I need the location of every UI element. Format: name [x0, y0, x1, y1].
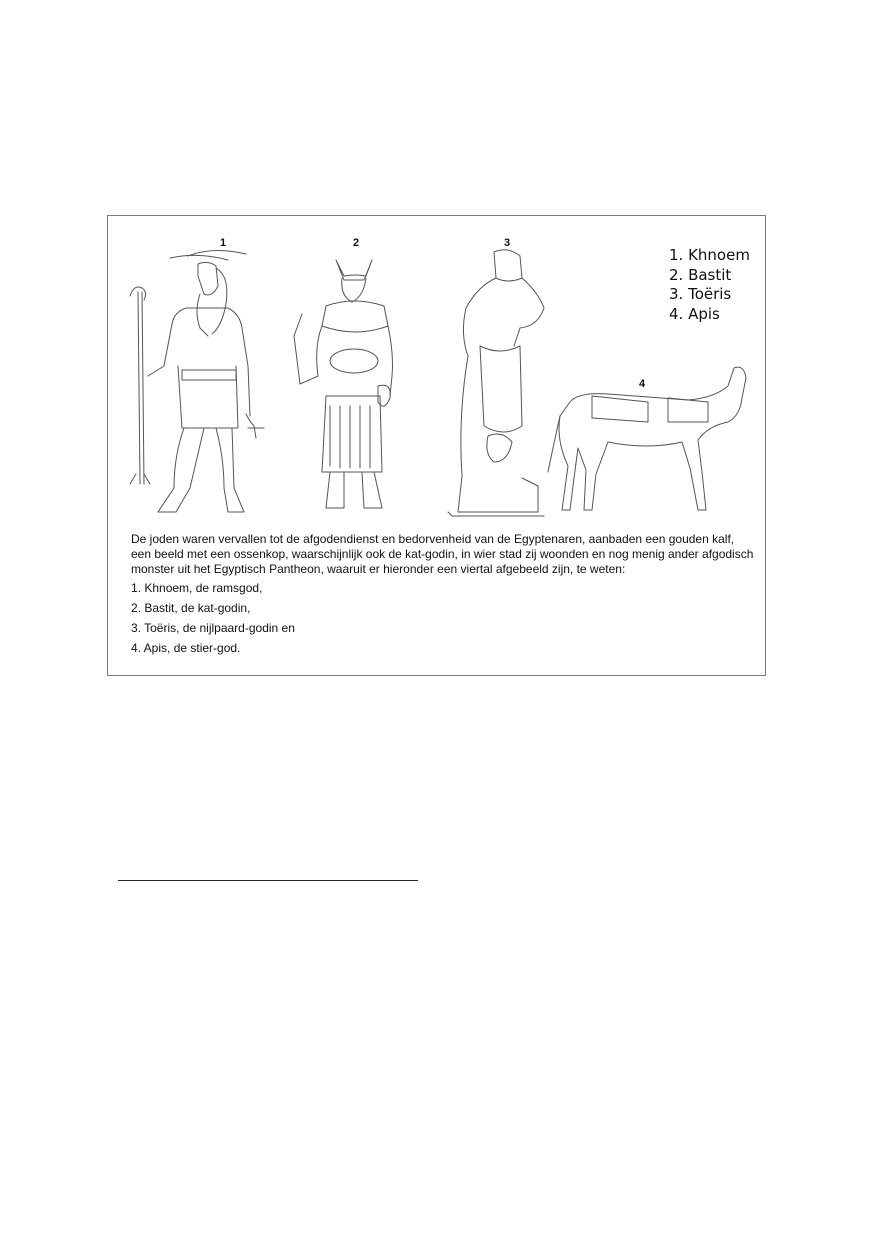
- figure-frame: [107, 215, 766, 676]
- figure-number-1: 1: [220, 237, 227, 249]
- figure-number-3: 3: [504, 237, 511, 249]
- caption-item-bastit: 2. Bastit, de kat-godin,: [131, 601, 251, 615]
- caption-item-khnoem: 1. Khnoem, de ramsgod,: [131, 581, 263, 595]
- caption-intro: De joden waren vervallen tot de afgodendienst en bedorvenheid van de Egyptenaren, aanbaden een gouden kalf, een beeld met een ossenkop, waarschijnlijk ook de kat-godin, in wier stad zij woonden en nog menig ander afgodisch monster uit het Egyptisch Pantheon, waaruit er hieronder een viertal afgebeeld zijn, te weten:: [131, 532, 754, 576]
- legend-item-toeris: 3. Toëris: [669, 285, 732, 303]
- apis-figure: [548, 367, 746, 510]
- khnoem-figure: [130, 250, 264, 512]
- legend-item-khnoem: 1. Khnoem: [669, 246, 750, 264]
- legend-item-apis: 4. Apis: [669, 304, 720, 323]
- footnote-separator: [118, 880, 418, 881]
- legend-item-bastit: 2. Bastit: [669, 265, 732, 284]
- figure-legend: [669, 246, 750, 324]
- figure-caption: [131, 532, 756, 661]
- figure-number-4: 4: [639, 378, 646, 390]
- figure-number-2: 2: [353, 237, 360, 249]
- bastit-figure: [294, 260, 393, 508]
- caption-item-apis: 4. Apis, de stier-god.: [131, 641, 241, 655]
- caption-item-toeris: 3. Toëris, de nijlpaard-godin en: [131, 621, 295, 635]
- toeris-figure: [448, 250, 544, 516]
